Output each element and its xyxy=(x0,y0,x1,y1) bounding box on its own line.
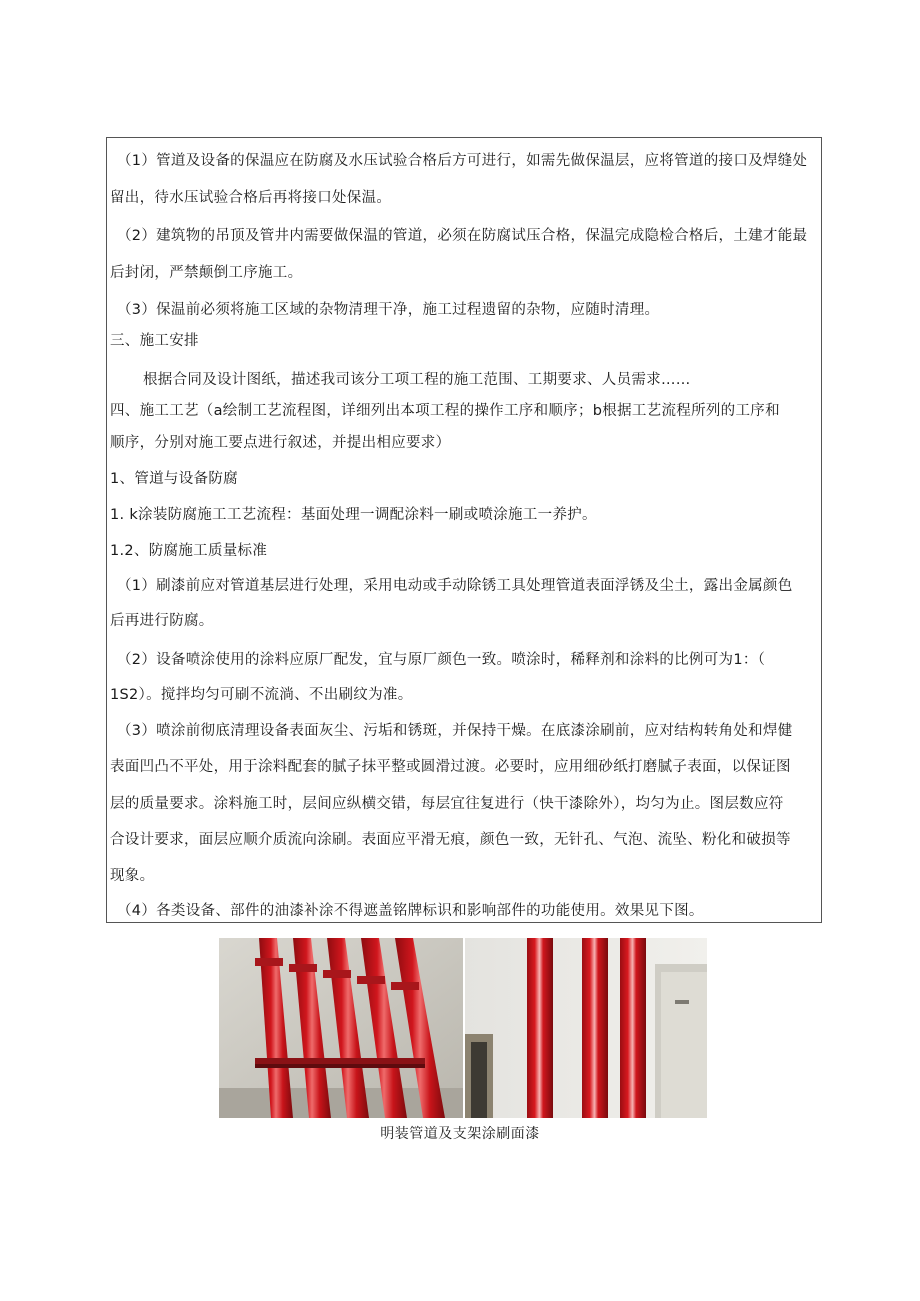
paragraph-line: 顺序，分别对施工要点进行叙述，并提出相应要求） xyxy=(110,435,451,451)
subsection-heading: 1.2、防腐施工质量标准 xyxy=(110,543,268,559)
paragraph-line: 1. k涂装防腐施工工艺流程：基面处理一调配涂料一刷或喷涂施工一养护。 xyxy=(110,507,597,523)
section-heading: 三、施工安排 xyxy=(110,333,199,349)
pipe xyxy=(527,938,553,1118)
paragraph-line: 后再进行防腐。 xyxy=(110,613,214,629)
pipes-photo-right xyxy=(465,938,707,1118)
content-box xyxy=(106,137,822,923)
paragraph-line: （1）管道及设备的保温应在防腐及水压试验合格后方可进行，如需先做保温层，应将管道的接口及焊缝处 xyxy=(117,153,808,169)
support-bracket xyxy=(255,1058,425,1064)
paragraph-line: 1S2）。搅拌均匀可刷不流淌、不出刷纹为准。 xyxy=(110,687,413,703)
pipe xyxy=(620,938,646,1118)
figure-caption: 明装管道及支架涂刷面漆 xyxy=(380,1126,540,1142)
paragraph-line: （1）刷漆前应对管道基层进行处理，采用电动或手动除锈工具处理管道表面浮锈及尘土，露出金属颜色 xyxy=(117,578,793,594)
subsection-heading: 1、管道与设备防腐 xyxy=(110,471,238,487)
paragraph-line: （2）建筑物的吊顶及管井内需要做保温的管道，必须在防腐试压合格，保温完成隐检合格后，土建才能最 xyxy=(117,228,808,244)
photo-row xyxy=(219,938,707,1118)
pipes-photo-left xyxy=(219,938,463,1118)
paragraph-line: 后封闭，严禁颠倒工序施工。 xyxy=(110,265,303,281)
section-heading: 四、施工工艺（a绘制工艺流程图，详细列出本项工程的操作工序和顺序；b根据工艺流程所列的工序和 xyxy=(110,403,780,419)
paragraph-line: 现象。 xyxy=(110,868,155,884)
paragraph-line: 层的质量要求。涂料施工时，层间应纵横交错，每层宜往复进行（快干漆除外），均匀为止。图层数应符 xyxy=(110,796,784,812)
paragraph-line: （2）设备喷涂使用的涂料应原厂配发，宜与原厂颜色一致。喷涂时，稀释剂和涂料的比例可为1：（ xyxy=(117,652,766,668)
paragraph-line: 合设计要求，面层应顺介质流向涂刷。表面应平滑无痕，颜色一致，无针孔、气泡、流坠、粉化和破损等 xyxy=(110,832,791,848)
paragraph-line: （3）保温前必须将施工区域的杂物清理干净，施工过程遗留的杂物，应随时清理。 xyxy=(117,302,660,318)
paragraph-line: 留出，待水压试验合格后再将接口处保温。 xyxy=(110,190,392,206)
paragraph-line: 根据合同及设计图纸，描述我司该分工项工程的施工范围、工期要求、人员需求…… xyxy=(143,372,691,388)
door-handle xyxy=(675,1000,689,1004)
paragraph-line: 表面凹凸不平处，用于涂料配套的腻子抹平整或圆滑过渡。必要时，应用细砂纸打磨腻子表面，以保证图 xyxy=(110,759,791,775)
pipe xyxy=(582,938,608,1118)
paragraph-line: （4）各类设备、部件的油漆补涂不得遮盖铭牌标识和影响部件的功能使用。效果见下图。 xyxy=(117,903,704,919)
paragraph-line: （3）喷涂前彻底清理设备表面灰尘、污垢和锈斑，并保持干燥。在底漆涂刷前，应对结构转角处和焊健 xyxy=(117,723,793,739)
